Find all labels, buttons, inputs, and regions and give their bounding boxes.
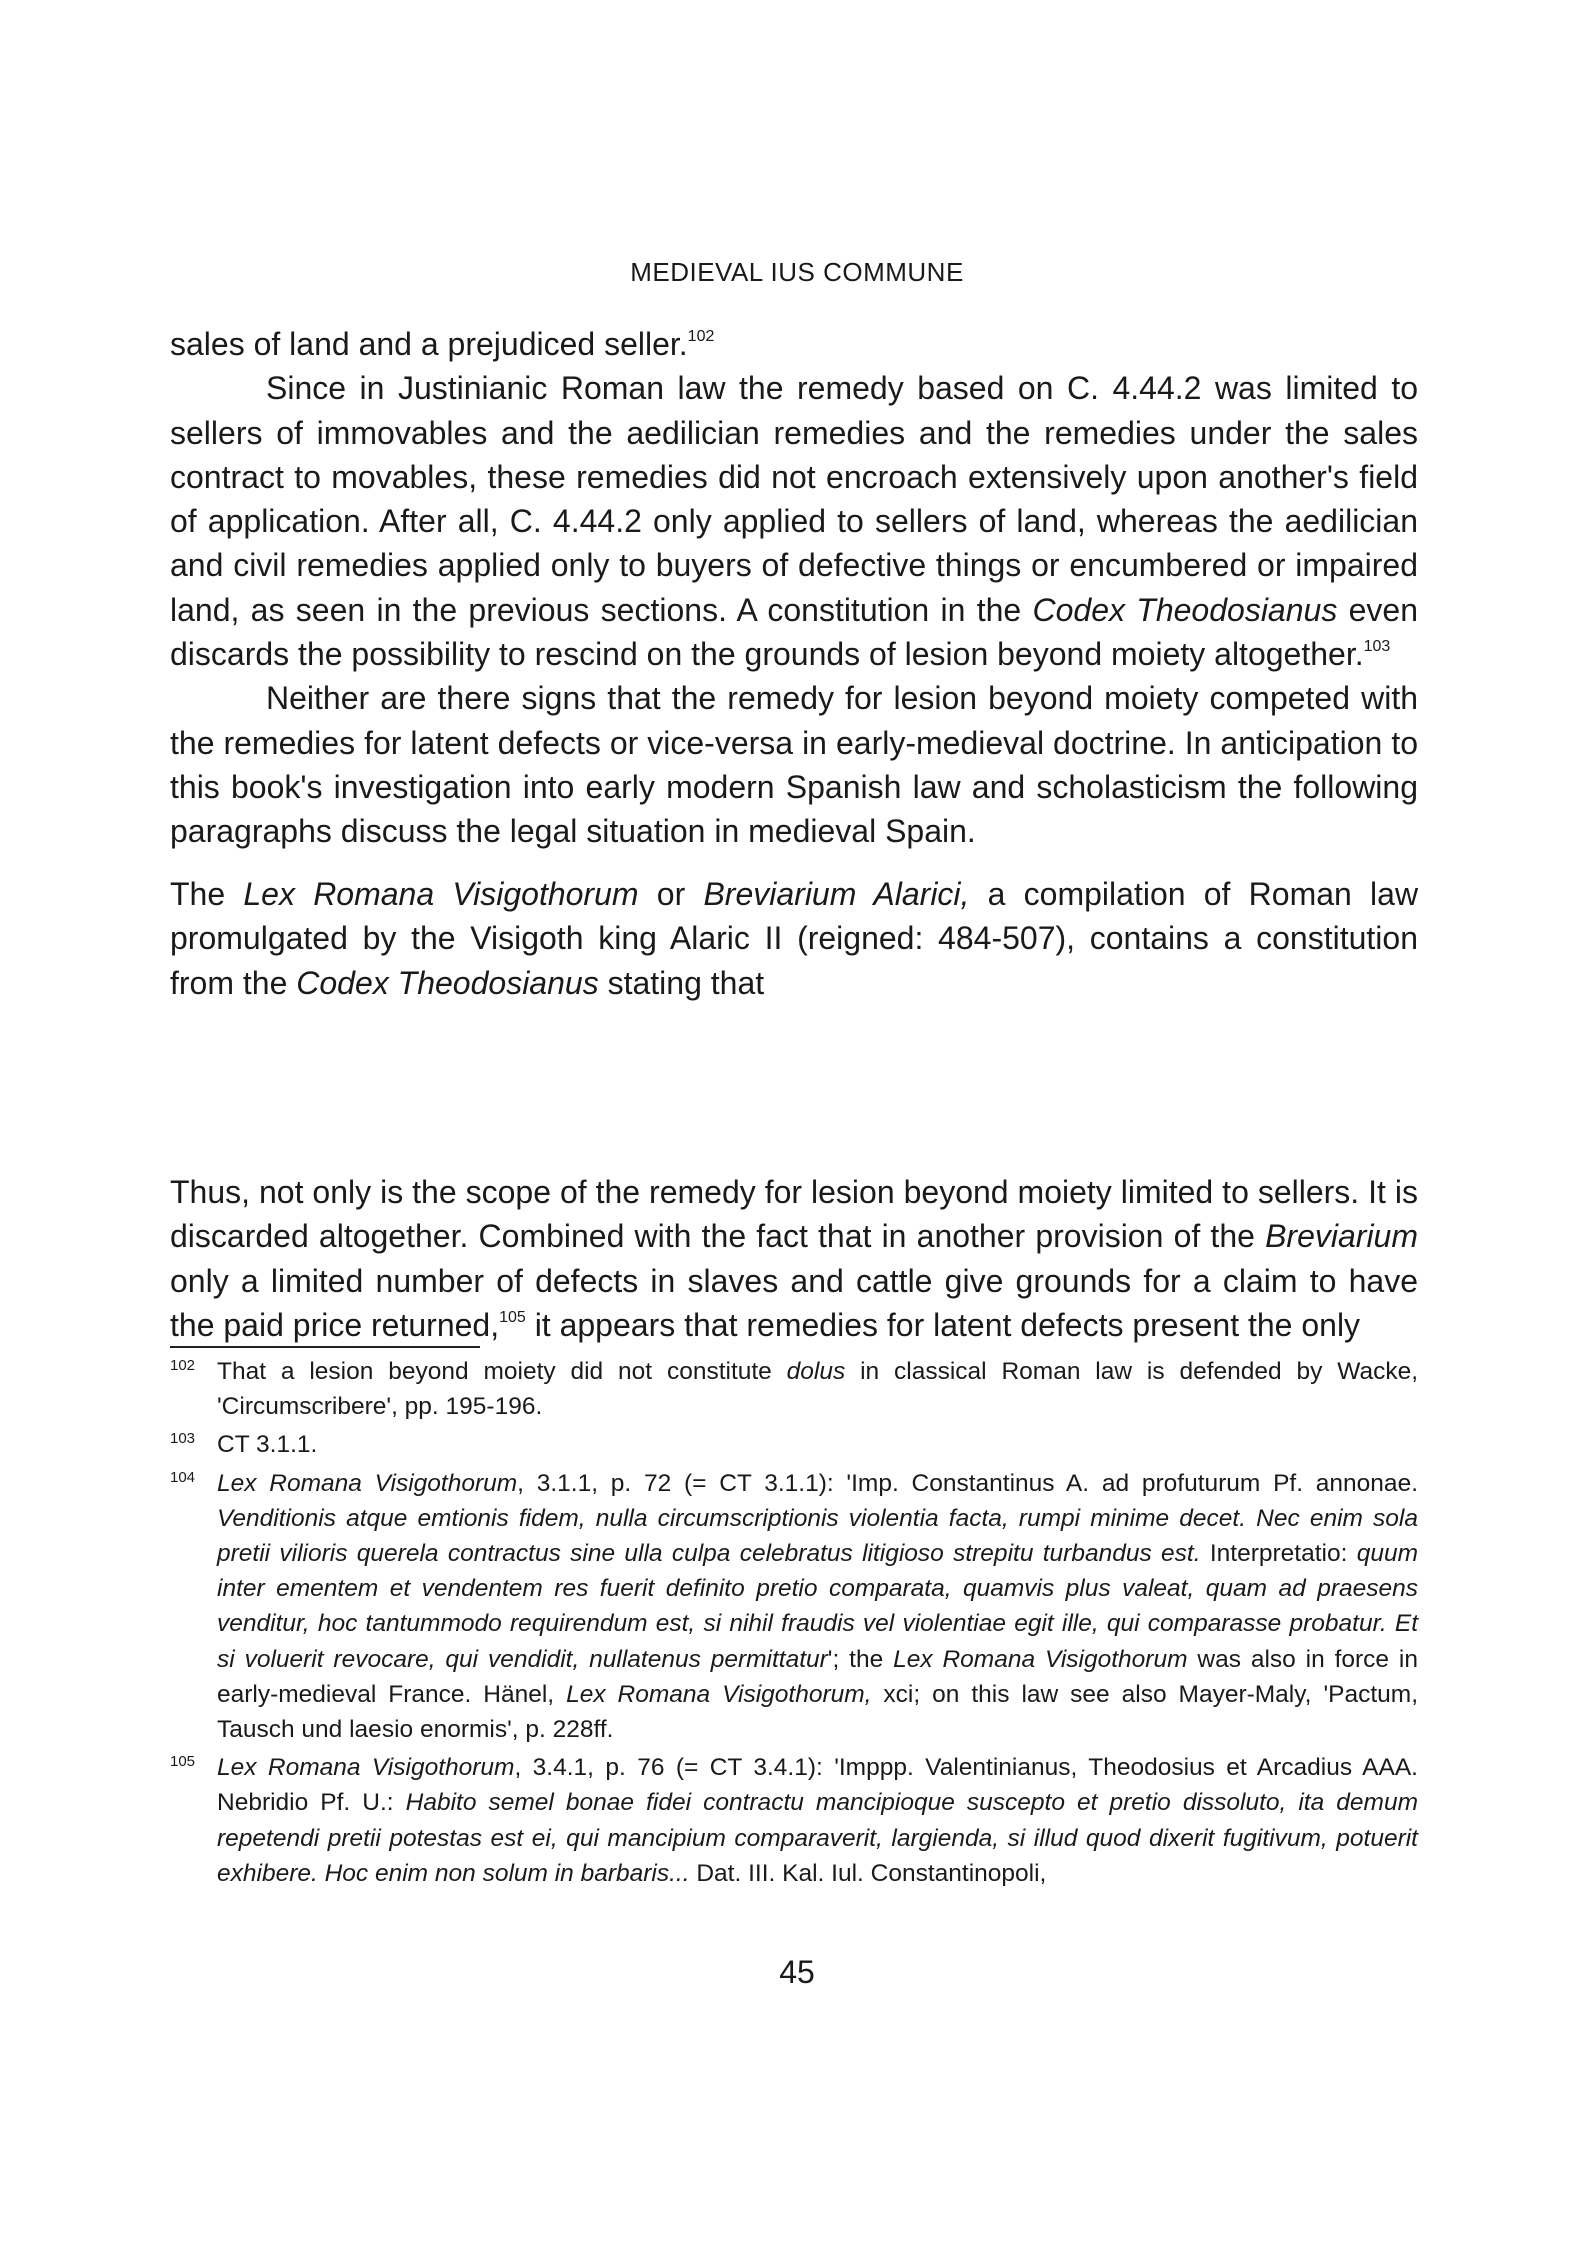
footnote-number: 105 <box>170 1753 196 1771</box>
footnote-103: 103 CT 3.1.1. <box>170 1427 1418 1462</box>
paragraph-2: Since in Justinianic Roman law the remedy based on C. 4.44.2 was limited to sellers of immovables and the aedilician remedies and the remedies under the sales contract to movables, these remedies did not encroach extensively upon another's field of application. After all, C. 4.44.2 only applied to sellers of land, whereas the aedilician and civil remedies applied only to buyers of defective things or encumbered or impaired land, as seen in the previous sections. A constitution in the Codex Theodosianus even discards the possibility to rescind on the grounds of lesion beyond moiety altogether.$^{103}$ <box>170 370 1419 673</box>
footnote-105: 105 Lex Romana Visigothorum, 3.4.1, p. 76 (= CT 3.4.1): 'Imppp. Valentinianus, Theodosius et Arcadius AAA. Nebridio Pf. U.: Habito semel bonae fidei contractu mancipioque suscepto et pretio dissoluto, ita demum repetendi pretii potestas est ei, qui mancipium comparaverit, largienda, si illud quod dixerit fugitivum, potuerit exhibere. Hoc enim non solum in barbaris... Dat. III. Kal. Iul. Constantinopoli, <box>170 1750 1418 1891</box>
footnotes <box>170 1354 1418 1894</box>
footnote-102: 102 That a lesion beyond moiety did not constitute dolus in classical Roman law is defended by Wacke, 'Circumscribere', pp. 195-196. <box>170 1354 1418 1424</box>
footnote-separator <box>170 1346 480 1348</box>
main-text-block-1 <box>170 322 1418 854</box>
footnote-ref-103[interactable]: 103 <box>1363 638 1391 656</box>
footnote-ref-105[interactable]: 105 <box>499 1308 526 1326</box>
footnote-104: 104 Lex Romana Visigothorum, 3.1.1, p. 72 (= CT 3.1.1): 'Imp. Constantinus A. ad profuturum Pf. annonae. Venditionis atque emtionis fidem, nulla circumscriptionis violentia facta, rumpi minime decet. Nec enim sola pretii vilioris querela contractus sine ulla culpa celebratus litigioso strepitu turbandus est. Interpretatio: quum inter ementem et vendentem res fuerit definito pretio comparata, quamvis plus valeat, quam ad praesens venditur, hoc tantummodo requirendum est, si nihil fraudis vel violentiae egit ille, qui comparasse probatur. Et si voluerit revocare, qui vendidit, nullatenus permittatur'; the Lex Romana Visigothorum was also in force in early-medieval France. Hänel, Lex Romana Visigothorum, xci; on this law see also Mayer-Maly, 'Pactum, Tausch und laesio enormis', p. 228ff. <box>170 1466 1418 1748</box>
page-number: 45 <box>779 1954 815 1990</box>
footnote-number: 103 <box>170 1430 196 1448</box>
paragraph-3: Neither are there signs that the remedy for lesion beyond moiety competed with the remedies for latent defects or vice-versa in early-medieval doctrine. In anticipation to this book's investigation into early modern Spanish law and scholasticism the following paragraphs discuss the legal situation in medieval Spain. <box>170 680 1418 850</box>
running-head: MEDIEVAL IUS COMMUNE <box>630 257 964 287</box>
paragraph-4: The Lex Romana Visigothorum or Breviarium Alarici, a compilation of Roman law promulgated by the Visigoth king Alaric II (reigned: 484-507), contains a constitution from the Codex Theodosianus stating that <box>170 876 1419 1001</box>
footnote-ref-102[interactable]: 102 <box>687 328 715 345</box>
footnote-number: 104 <box>170 1468 196 1486</box>
footnote-number: 102 <box>170 1357 196 1374</box>
paragraph-1: sales of land and a prejudiced seller.$^{102}$ <box>170 326 715 362</box>
main-text-block-3 <box>170 1170 1418 1347</box>
main-text-block-2 <box>170 872 1418 1005</box>
paragraph-5: Thus, not only is the scope of the remedy for lesion beyond moiety limited to sellers. It is discarded altogether. Combined with the fact that in another provision of the Breviarium only a limited number of defects in slaves and cattle give grounds for a claim to have the paid price returned,$^{105}$ it appears that remedies for latent defects present the only <box>170 1174 1418 1343</box>
